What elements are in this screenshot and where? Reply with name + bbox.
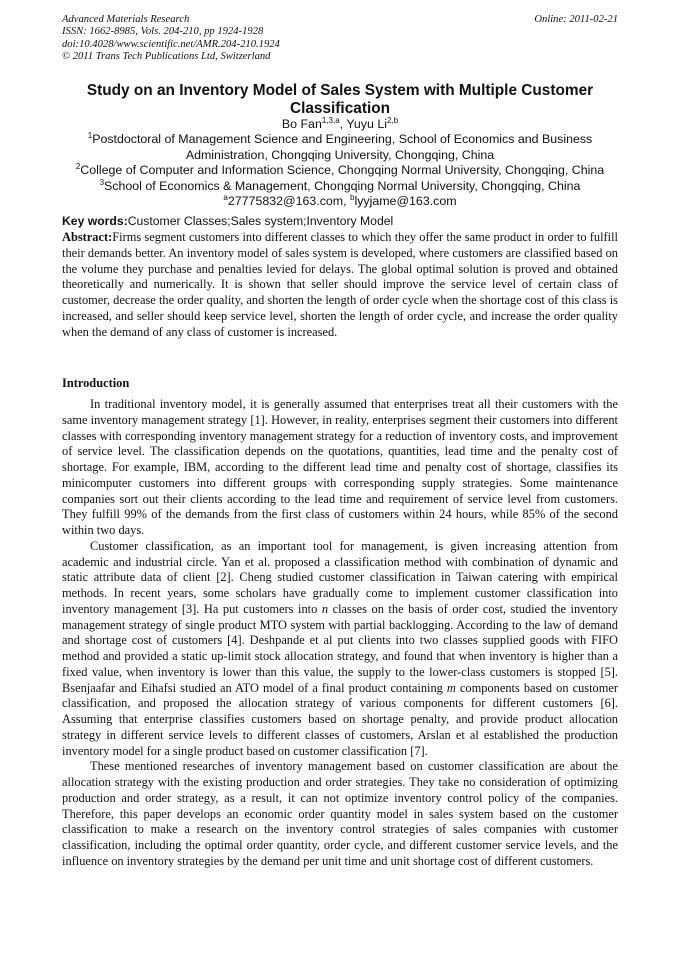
intro-p2-part-2: classes on the basis of order cost, studied the inventory management strategy of single product MTO system with partial backlogging. According to the law of demand and shortage cost of customers [4]. Deshpande et al put clients into two classes supplied goods with FIFO method and provided a static up-limit stock allocation strategy, and found that when inventory is higher than a fixed value, when inventory is lower than this value, the supply to the lower-class customers is stopped [5]. Bsenjaafar and Eihafsi studied an ATO model of a final product containing — [62, 601, 618, 695]
author-2-sup: 2,b — [386, 115, 399, 125]
author-line — [62, 117, 618, 132]
affiliation-1 — [62, 132, 618, 147]
author-2-name: Yuyu Li — [346, 117, 387, 131]
email-line — [62, 194, 618, 209]
copyright-line: © 2011 Trans Tech Publications Ltd, Switzerland — [62, 50, 271, 62]
doi-line: doi:10.4028/www.scientific.net/AMR.204-210.1924 — [62, 38, 280, 50]
intro-p2-part-3: components based on customer classification, and proposed the allocation strategy of various components for different customers [6]. Assuming that enterprise classifies customers based on shortage penalty, and provide product allocation strategy in different service levels to different classes of customers, Arslan et al established the production inventory model for a single product based on customer classification [7]. — [62, 680, 618, 758]
email-separator: , — [343, 194, 350, 209]
author-1-sup: 1,3,a — [321, 115, 340, 125]
affiliation-3-sup: 3 — [99, 177, 105, 187]
journal-name: Advanced Materials Research — [62, 14, 190, 25]
email-b[interactable]: lyyjame@163.com — [354, 194, 457, 209]
affiliation-2-sup: 2 — [75, 162, 81, 172]
introduction-heading: Introduction — [62, 376, 130, 390]
email-a-sup: a — [223, 192, 228, 202]
intro-paragraph-2 — [62, 539, 618, 760]
affiliation-2 — [62, 163, 618, 178]
intro-p2-var-n: n — [321, 601, 329, 616]
affiliation-2-text: College of Computer and Information Science, Chongqing Normal University, Chongqing, China — [80, 163, 605, 178]
intro-paragraph-3: These mentioned researches of inventory management based on customer classification are about the allocation strategy with the existing production and order strategies. They take no consideration of optimizing production and order strategy, as a result, it can not optimize inventory control policy of the companies. Therefore, this paper develops an economic order quantity model in sales system based on the customer classification to make a research on the inventory control strategies of sales companies with customer classification, including the optimal order quantity, order cycle, and different customer service levels, and the influence on inventory strategies by the demand per unit time and unit shortage cost of different customers. — [62, 759, 618, 868]
email-b-sup: b — [350, 192, 355, 202]
abstract-label: Abstract: — [62, 230, 113, 244]
front-matter — [62, 117, 618, 209]
affiliation-1-line-1: Postdoctoral of Management Science and Engineering, School of Economics and Business — [92, 132, 593, 147]
paper-title: Study on an Inventory Model of Sales System with Multiple Customer Classification — [86, 82, 594, 117]
intro-p2-var-m: m — [446, 680, 456, 695]
online-date: Online: 2011-02-21 — [534, 14, 618, 25]
journal-header — [62, 14, 618, 63]
affiliation-1-line-2: Administration, Chongqing University, Chongqing, China — [185, 147, 495, 162]
affiliation-3-text: School of Economics & Management, Chongqing Normal University, Chongqing, China — [104, 178, 581, 193]
abstract-text: Firms segment customers into different classes to which they offer the same product in order to fulfill their demands better. An inventory model of sales system is developed, where customers are classified based on the volume they purchase and penalties levied for delays. The global optimal solution is proved and obtained theoretically and numerically. It is shown that seller should improve the service level of certain class of customer, decrease the order quality, and shorten the length of order cycle when the shortage cost of this class is increased, and seller should keep service level, shorten the length of order cycle, and increase the order quality when the demand of any class of customer is increased. — [62, 230, 618, 339]
introduction-body — [62, 397, 618, 870]
intro-p2-part-1: Customer classification, as an important tool for management, is given increasing attention from academic and industrial circle. Yan et al. proposed a classification method with combination of dynamic and static attribute data of client [2]. Cheng studied customer classification in Taiwan catering with empirical methods. In recent years, some scholars have gradually come to implement customer classification into inventory management [3]. Ha put customers into — [62, 538, 618, 616]
abstract-paragraph — [62, 230, 618, 340]
keywords-line — [62, 213, 618, 229]
intro-paragraph-1: In traditional inventory model, it is generally assumed that enterprises treat all their customers with the same inventory management strategy [1]. However, in reality, enterprises segment their customers into different classes with corresponding inventory management strategy for a reduction of inventory costs, and improvement of service level. The classification depends on the quotations, quantities, lead time and the penalty cost of shortage. For example, IBM, according to the different lead time and penalty cost of shortage, classifies its minicomputer customers into different groups with corresponding supply strategies. Some maintenance companies sort out their clients according to the lead time and requirement of service level from customers. They fulfill 99% of the demands from the first class of customers within 24 hours, while 85% of the second within two days. — [62, 397, 618, 537]
affiliation-1-sup: 1 — [87, 131, 93, 141]
issn-line: ISSN: 1662-8985, Vols. 204-210, pp 1924-1928 — [62, 26, 264, 38]
author-separator: , — [339, 117, 347, 131]
affiliation-3 — [62, 179, 618, 194]
author-1-name: Bo Fan — [281, 117, 322, 131]
email-a[interactable]: 27775832@163.com — [227, 194, 344, 209]
keywords-label: Key words: — [62, 214, 128, 228]
keywords-text: Customer Classes;Sales system;Inventory Model — [127, 214, 394, 228]
